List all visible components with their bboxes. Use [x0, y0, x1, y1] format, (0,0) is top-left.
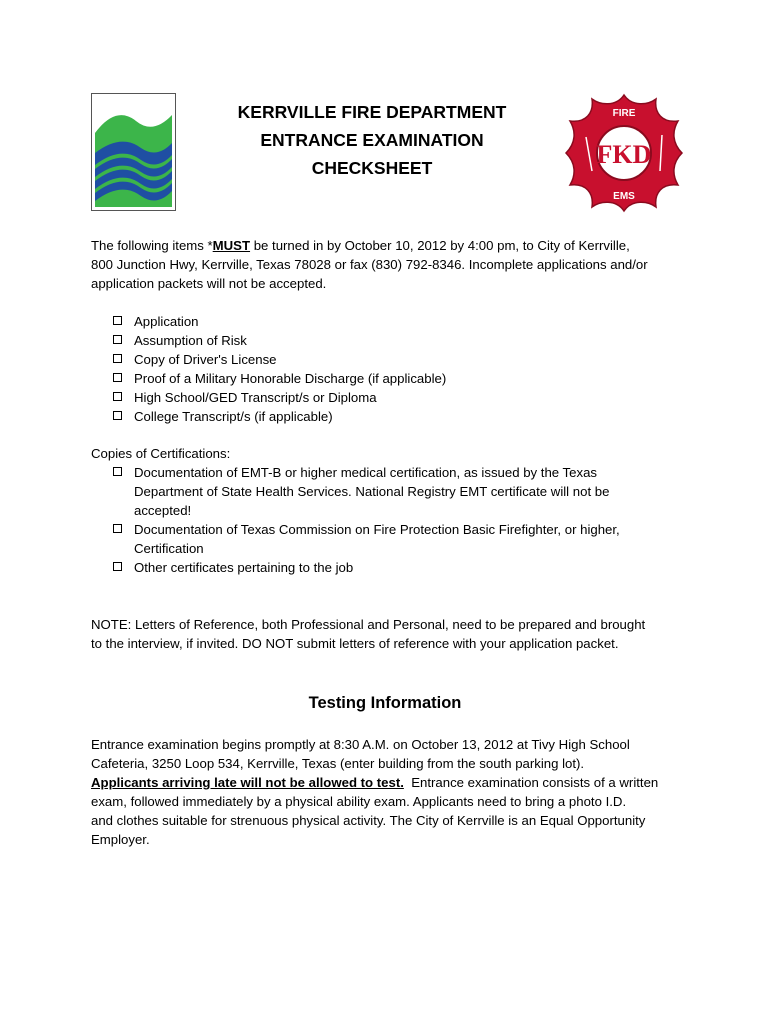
intro-line-3: application packets will not be accepted.	[91, 276, 327, 291]
title-line-3: CHECKSHEET	[311, 158, 433, 178]
late-warning: Applicants arriving late will not be allowed to test.	[91, 775, 404, 790]
title-line-2: ENTRANCE EXAMINATION	[260, 130, 484, 150]
checklist-item: High School/GED Transcript/s or Diploma	[113, 388, 693, 407]
city-of-kerrville-logo	[91, 93, 176, 211]
intro-must: MUST	[212, 238, 251, 253]
checkbox[interactable]	[113, 411, 122, 420]
checklist-item: Application	[113, 312, 693, 331]
checkbox[interactable]	[113, 467, 122, 476]
badge-top-text: FIRE	[612, 108, 636, 119]
certification-item: Other certificates pertaining to the job	[113, 558, 693, 577]
intro-line-2: 800 Junction Hwy, Kerrville, Texas 78028 or fax (830) 792-8346. Incomplete applications and/or	[91, 257, 648, 272]
title-line-1: KERRVILLE FIRE DEPARTMENT	[237, 102, 507, 122]
required-items-checklist	[113, 312, 693, 426]
checklist-item: Proof of a Military Honorable Discharge (if applicable)	[113, 369, 693, 388]
checklist-item: College Transcript/s (if applicable)	[113, 407, 693, 426]
checklist-item: Copy of Driver's License	[113, 350, 693, 369]
certification-item: Documentation of EMT-B or higher medical certification, as issued by the Texas Department of State Health Services. National Registry EMT certificate will not be accepted!	[113, 463, 693, 520]
checkbox[interactable]	[113, 354, 122, 363]
intro-after: be turned in by October 10, 2012 by 4:00 pm, to City of Kerrville,	[250, 238, 630, 253]
checkbox[interactable]	[113, 562, 122, 571]
testing-paragraph: Entrance examination begins promptly at 8:30 A.M. on October 13, 2012 at Tivy High School Cafeteria, 3250 Loop 534, Kerrville, Texas (enter building from the south parking lot). Applicants arriving late will not be allowed to test. Entrance examination consists of a written exam, followed immediately by a physical ability exam. Applicants need to bring a photo I.D. and clothes suitable for strenuous physical activity. The City of Kerrville is an Equal Opportunity Employer.	[91, 737, 659, 847]
certifications-label: Copies of Certifications:	[91, 446, 231, 461]
certification-item: Documentation of Texas Commission on Fire Protection Basic Firefighter, or higher, Certification	[113, 520, 693, 558]
badge-letters: FKD	[596, 140, 652, 169]
checkbox[interactable]	[113, 524, 122, 533]
checklist-item: Assumption of Risk	[113, 331, 693, 350]
fire-department-badge-icon	[562, 91, 686, 215]
checkbox[interactable]	[113, 392, 122, 401]
checkbox[interactable]	[113, 335, 122, 344]
badge-bottom-text: EMS	[613, 191, 635, 202]
intro-paragraph	[91, 236, 691, 293]
checkbox[interactable]	[113, 373, 122, 382]
checkbox[interactable]	[113, 316, 122, 325]
intro-before: The following items *	[91, 238, 213, 253]
certifications-checklist	[113, 463, 693, 577]
testing-information-heading: Testing Information	[308, 694, 462, 712]
note-paragraph: NOTE: Letters of Reference, both Professional and Personal, need to be prepared and brought to the interview, if invited. DO NOT submit letters of reference with your application packet.	[91, 617, 646, 651]
page-title	[200, 98, 544, 182]
